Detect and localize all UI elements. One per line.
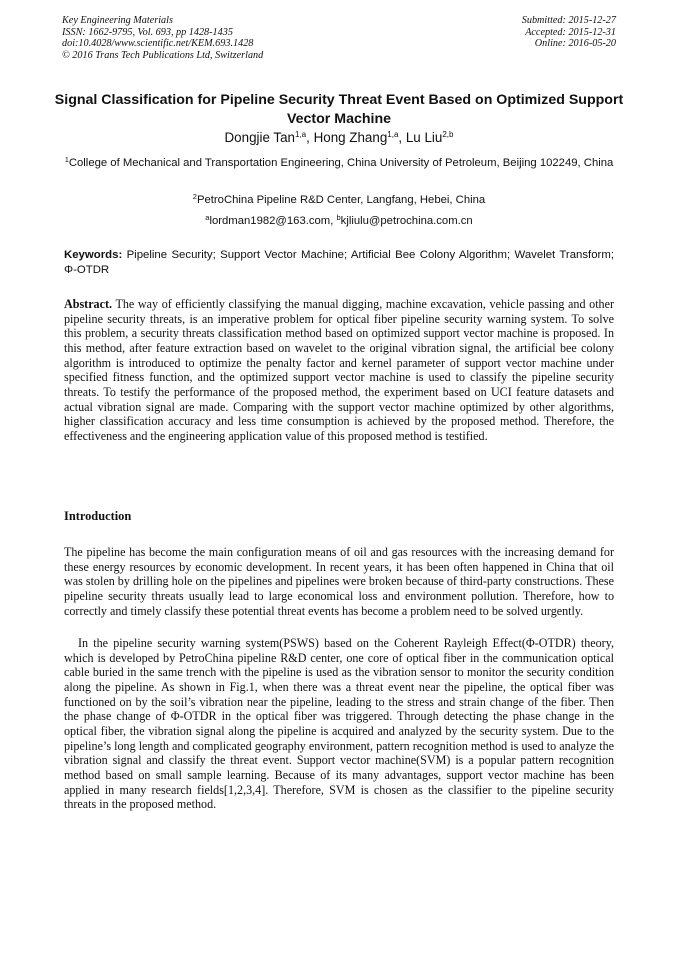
affiliation-mark: 2 (192, 192, 197, 201)
author-separator: , (306, 130, 314, 145)
email-mark: a (205, 213, 210, 222)
doi-line: doi:10.4028/www.scientific.net/KEM.693.1428 (62, 38, 254, 50)
copyright-line: © 2016 Trans Tech Publications Ltd, Switzerland (62, 49, 264, 61)
affiliation-text: College of Mechanical and Transportation Engineering, China University of Petroleum, Beijing 102249, China (68, 157, 614, 169)
affiliation-1 (60, 156, 618, 171)
keywords-label: Keywords: (64, 249, 123, 261)
author-affiliation-mark: 1,a (387, 130, 399, 139)
author-emails (60, 214, 618, 229)
submission-dates (522, 15, 616, 50)
journal-info (62, 15, 263, 61)
keywords-text: Pipeline Security; Support Vector Machine; Artificial Bee Colony Algorithm; Wavelet Transform; Φ-OTDR (64, 249, 614, 276)
author-name: Lu Liu (405, 130, 443, 145)
abstract-label: Abstract. (64, 297, 113, 311)
author-name: Dongjie Tan (224, 130, 295, 145)
paragraph-text: The pipeline has become the main configuration means of oil and gas resources with the increasing demand for these energy resources by economic development. In recent years, it has been often happened in China that oil was stolen by drilling hole on the pipelines and pipelines were broken because of third-party constructions. These pipeline security threats usually lead to large economical loss and environment pollution. Therefore, how to correctly and timely classify these potential threat events has become a problem need to be solved urgently. (64, 545, 614, 618)
section-heading-introduction: Introduction (64, 509, 132, 523)
journal-name: Key Engineering Materials (62, 15, 173, 26)
body-paragraph (64, 636, 614, 812)
author-separator: , (398, 130, 406, 145)
email-link[interactable]: lordman1982@163.com (209, 215, 331, 227)
online-date: Online: 2016-05-20 (534, 38, 616, 50)
author-name: Hong Zhang (313, 130, 388, 145)
email-link[interactable]: kjliulu@petrochina.com.cn (340, 215, 473, 227)
accepted-date: Accepted: 2015-12-31 (525, 26, 616, 38)
author-list (40, 129, 638, 147)
affiliation-2 (60, 193, 618, 208)
submitted-date: Submitted: 2015-12-27 (521, 15, 616, 26)
affiliation-text: PetroChina Pipeline R&D Center, Langfang, Hebei, China (196, 194, 486, 206)
affiliation-mark: 1 (64, 155, 69, 164)
abstract-text: The way of efficiently classifying the manual digging, machine excavation, vehicle passing and other pipeline security threats, is an imperative problem for optical fiber pipeline security warning system. To solve this problem, a security threats classification method based on optimized support vector machine is proposed. In this method, after feature extraction based on wavelet to the original vibration signal, the artificial bee colony algorithm is introduced to optimize the penalty factor and kernel parameter of support vector machine under specified fitness function, and the optimized support vector machine is used to classify the pipeline security threats. To testify the performance of the proposed method, the experiment based on UCI feature datasets and actual vibration signal are made. Comparing with the support vector machine optimized by other algorithms, higher classification accuracy and less time consumption is achieved by the proposed method. Therefore, the effectiveness and the engineering application value of this proposed method is testified. (64, 297, 614, 443)
email-separator: , (330, 215, 337, 227)
email-mark: b (336, 213, 341, 222)
author-affiliation-mark: 2,b (442, 130, 454, 139)
keywords-block (64, 248, 614, 277)
paragraph-text: In the pipeline security warning system(PSWS) based on the Coherent Rayleigh Effect(Φ-OTDR) theory, which is developed by PetroChina pipeline R&D center, one core of optical fiber in the communication optical cable buried in the same trench with the pipeline is used as the vibration sensor to monitor the security condition along the pipeline. As shown in Fig.1, when there was a threat event near the pipeline, the optical fiber was functioned on by the soil’s vibration near the pipeline, leading to the stress and strain change of the fiber. Then the phase change of Φ-OTDR in the optical fiber was triggered. Through detecting the phase change in the optical fiber, the vibration signal along the pipeline is acquired and analyzed by the security system. Due to the pipeline’s long length and complicated geography environment, pattern recognition method is used to analyze the vibration signal and classify the threat event. Support vector machine(SVM) is a popular pattern recognition method based on small sample learning. Because of its many advantages, support vector machine has been applied in many research fields[1,2,3,4]. Therefore, SVM is chosen as the classifier to the pipeline security threats in the proposed method. (64, 636, 614, 812)
abstract-block (64, 297, 614, 444)
paper-title: Signal Classification for Pipeline Security Threat Event Based on Optimized Support Vector Machine (54, 92, 624, 127)
issn-line: ISSN: 1662-9795, Vol. 693, pp 1428-1435 (62, 26, 233, 38)
author-affiliation-mark: 1,a (295, 130, 307, 139)
body-paragraph (64, 545, 614, 618)
